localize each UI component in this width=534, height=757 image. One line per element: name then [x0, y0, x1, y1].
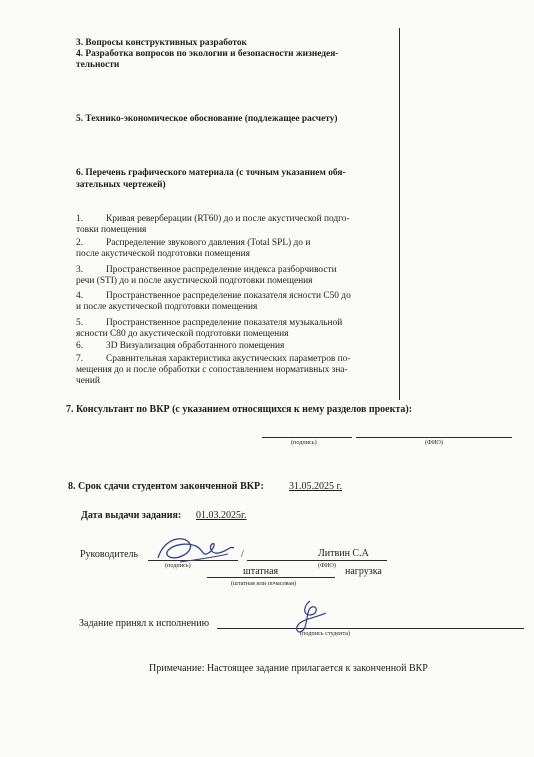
- list-item: 6. 3D Визуализация обработанного помещения: [76, 341, 285, 351]
- deadline-date: 31.05.2025 г.: [289, 481, 342, 492]
- supervisor-name-line: [247, 560, 387, 561]
- section-3: 3. Вопросы конструктивных разработок: [76, 38, 247, 48]
- margin-line: [399, 28, 400, 400]
- accepted-line: [217, 628, 524, 629]
- supervisor-sign-caption: (подпись): [165, 562, 191, 569]
- rate-value: штатная: [243, 566, 279, 577]
- supervisor-name: Литвин С.А: [318, 548, 369, 559]
- supervisor-label: Руководитель: [80, 549, 139, 560]
- list-item: 7. Сравнительная характеристика акустических параметров по- мещения до и после обработки с сопоставлением нормативных зна- чений: [76, 354, 351, 386]
- section-5: 5. Технико-экономическое обоснование (подлежащее расчету): [76, 114, 338, 124]
- section-6-line1: 6. Перечень графического материала (с точным указанием обя-: [76, 168, 346, 178]
- list-item: 4. Пространственное распределение показателя ясности C50 до и после акустической подготовки помещения: [76, 291, 351, 312]
- list-item: 3. Пространственное распределение индекса разборчивости речи (STI) до и после акустической подготовки помещения: [76, 265, 337, 286]
- list-item: 1. Кривая реверберации (RT60) до и после акустической подго- товки помещения: [76, 214, 350, 235]
- student-signature: [288, 597, 338, 637]
- rate-caption: (штатная или почасовая): [231, 580, 297, 587]
- supervisor-slash: /: [241, 549, 244, 560]
- issue-date: 01.03.2025г.: [196, 510, 247, 521]
- section-4-line2: тельности: [76, 60, 120, 70]
- consultant-fio-caption: (ФИО): [425, 439, 443, 446]
- deadline-label: 8. Срок сдачи студентом законченной ВКР:: [68, 481, 264, 492]
- consultant-sign-caption: (подпись): [291, 439, 317, 446]
- load-label: нагрузка: [345, 566, 382, 577]
- list-item: 5. Пространственное распределение показателя музыкальной ясности C80 до акустической подготовки помещения: [76, 318, 343, 339]
- consultant-sign-line: [262, 437, 352, 438]
- consultant-heading: 7. Консультант по ВКР (с указанием относящихся к нему разделов проекта):: [66, 404, 413, 415]
- list-item: 2. Распределение звукового давления (Total SPL) до и после акустической подготовки помещения: [76, 238, 311, 259]
- accepted-caption: (подпись студента): [300, 630, 351, 637]
- note: Примечание: Настоящее задание прилагается к законченной ВКР: [149, 663, 428, 674]
- section-4-line1: 4. Разработка вопросов по экологии и безопасности жизнедея-: [76, 49, 339, 59]
- supervisor-fio-caption: (ФИО): [318, 562, 336, 569]
- section-6-line2: зательных чертежей): [76, 180, 166, 190]
- accepted-label: Задание принял к исполнению: [79, 618, 210, 629]
- consultant-fio-line: [356, 437, 512, 438]
- issue-label: Дата выдачи задания:: [81, 510, 182, 521]
- supervisor-signature: [150, 528, 240, 570]
